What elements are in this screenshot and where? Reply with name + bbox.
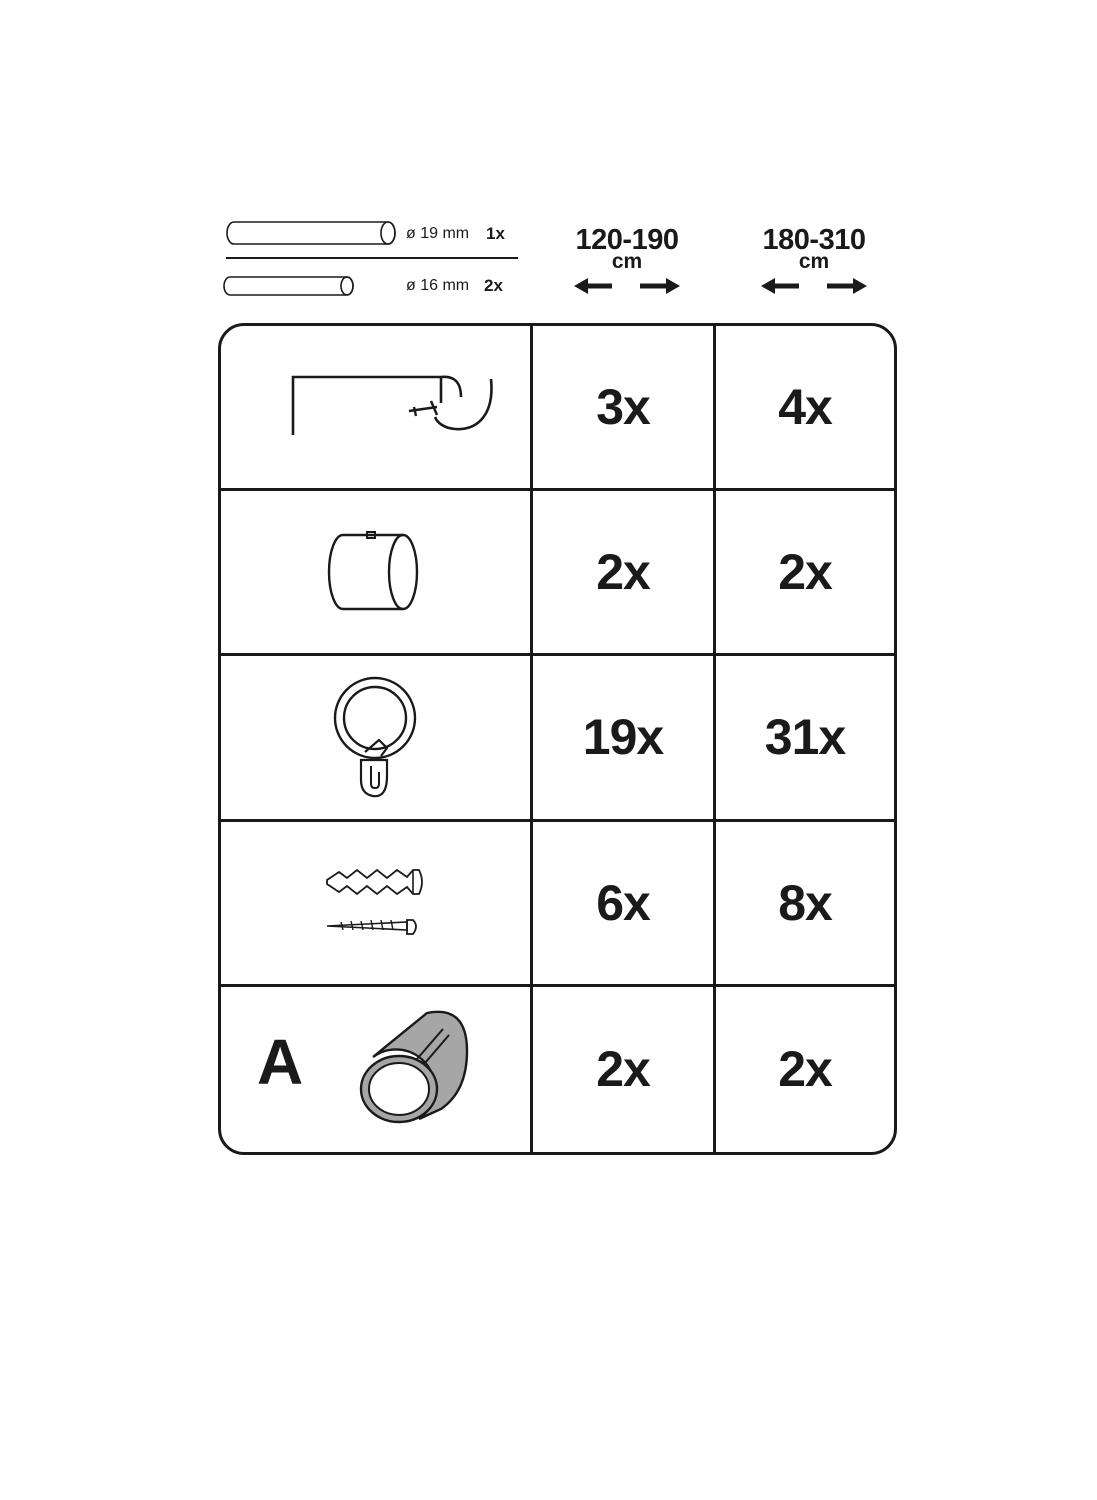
part-cell-curtain-ring (221, 656, 533, 821)
part-cell-bracket (221, 326, 533, 491)
connector-sleeve-icon (355, 1007, 485, 1127)
parts-table (218, 323, 897, 1155)
width-arrows-icon (572, 276, 682, 296)
rod-legend (222, 215, 522, 305)
quantity-120-190: 3x (596, 379, 650, 436)
end-cap-icon (321, 527, 431, 617)
rod-16mm-icon (222, 274, 358, 298)
quantity-180-310: 31x (764, 709, 846, 766)
rod-19mm-diameter: ø 19 mm (406, 225, 470, 242)
qty-cell (533, 656, 716, 821)
rod-19mm-icon (226, 220, 398, 246)
part-cell-connector-sleeve (221, 987, 533, 1152)
quantity-180-310: 2x (778, 1041, 832, 1098)
quantity-120-190: 6x (596, 874, 650, 931)
qty-cell (533, 326, 716, 491)
rod-16mm-quantity: 2x (484, 276, 503, 295)
width-arrows-icon (759, 276, 869, 296)
quantity-120-190: 2x (596, 544, 650, 601)
curtain-ring-icon (321, 672, 431, 802)
column-range: 180-310 (762, 224, 866, 256)
rod-divider (226, 257, 518, 259)
column-unit: cm (798, 250, 830, 273)
rod-16mm-diameter: ø 16 mm (406, 277, 470, 294)
column-range: 120-190 (575, 224, 679, 256)
bracket-icon (251, 367, 501, 447)
qty-cell (533, 491, 716, 656)
qty-cell (716, 491, 894, 656)
column-header-short (547, 226, 707, 296)
dowel-screw-icon (321, 858, 431, 948)
quantity-180-310: 8x (778, 874, 832, 931)
qty-cell (716, 822, 894, 987)
column-header-long (734, 226, 894, 296)
rod-19mm-quantity: 1x (486, 224, 505, 243)
part-cell-end-cap (221, 491, 533, 656)
column-unit: cm (611, 250, 643, 273)
quantity-180-310: 2x (778, 544, 832, 601)
qty-cell (533, 987, 716, 1152)
part-letter: A (257, 1025, 304, 1098)
quantity-120-190: 19x (582, 709, 664, 766)
part-cell-dowel-screw (221, 822, 533, 987)
qty-cell (716, 326, 894, 491)
qty-cell (533, 822, 716, 987)
quantity-120-190: 2x (596, 1041, 650, 1098)
quantity-180-310: 4x (778, 379, 832, 436)
qty-cell (716, 987, 894, 1152)
qty-cell (716, 656, 894, 821)
